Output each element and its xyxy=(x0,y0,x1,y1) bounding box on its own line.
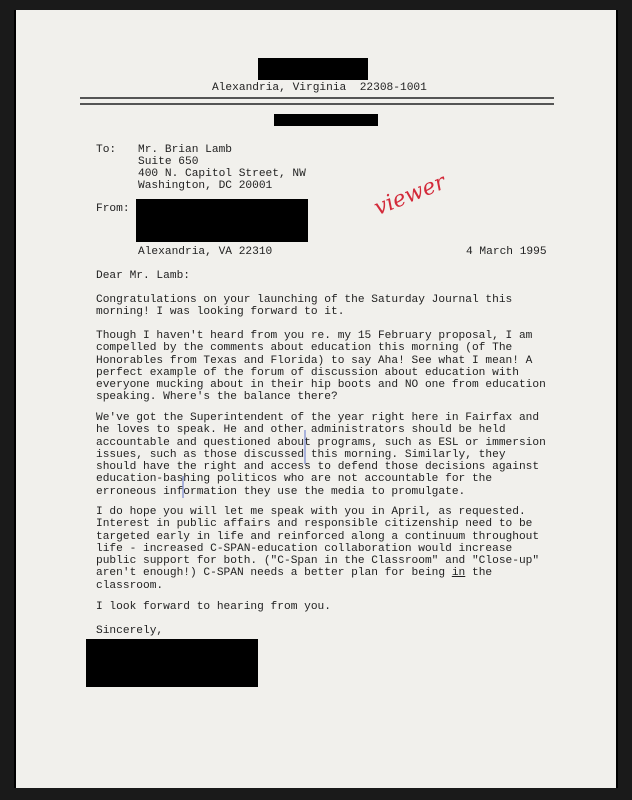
from-label: From: xyxy=(96,203,130,215)
letterhead-rule-bottom xyxy=(80,103,554,105)
paragraph-line: erroneous information they use the media to promulgate. xyxy=(96,485,466,498)
to-line-3: 400 N. Capitol Street, NW xyxy=(138,168,306,180)
paragraph-4 xyxy=(96,506,572,592)
paragraph-line: compelled by the comments about education this morning (of The xyxy=(96,342,513,355)
paragraph-line: I do hope you will let me speak with you in April, as requested. xyxy=(96,506,526,518)
paragraph-line: Honorables from Texas and Florida) to say Aha! See what I mean! A xyxy=(96,354,533,367)
paragraph-line: targeted early in life and reinforced along a continuum throughout xyxy=(96,530,540,543)
paragraph-line: perfect example of the forum of discussion about education with xyxy=(96,366,519,379)
paragraph-line: accountable and questioned about programs, such as ESL or immersion xyxy=(96,436,546,449)
paragraph-line: public support for both. ("C-Span in the Classroom" and "Close-up" xyxy=(96,555,540,568)
redacted-letterhead-line xyxy=(274,114,378,126)
to-label: To: xyxy=(96,144,117,156)
from-city: Alexandria, VA 22310 xyxy=(138,246,273,258)
redacted-name-header xyxy=(258,58,368,80)
to-line-4: Washington, DC 20001 xyxy=(138,180,273,192)
paragraph-line: should have the right and access to defend those decisions against xyxy=(96,461,540,474)
closing: Sincerely, xyxy=(96,625,164,637)
redacted-sender-address xyxy=(136,199,308,242)
paragraph-line: We've got the Superintendent of the year right here in Fairfax and xyxy=(96,412,540,424)
paragraph-3 xyxy=(96,412,572,498)
letterhead-rule-top xyxy=(80,97,554,99)
paragraph-line: issues, such as those discussed this morning. Similarly, they xyxy=(96,448,506,461)
letter-date: 4 March 1995 xyxy=(466,246,547,258)
paragraph-line: aren't enough!) C-SPAN needs a better plan for being in the xyxy=(96,567,493,580)
paragraph-1 xyxy=(96,294,572,319)
paragraph-line: education-bashing politicos who are not accountable for the xyxy=(96,473,493,486)
paragraph-line: I look forward to hearing from you. xyxy=(96,601,331,613)
salutation: Dear Mr. Lamb: xyxy=(96,270,190,282)
letterhead-address: Alexandria, Virginia 22308-1001 xyxy=(212,82,427,94)
paragraph-5 xyxy=(96,601,572,613)
paragraph-line: Congratulations on your launching of the Saturday Journal this xyxy=(96,294,513,306)
handwritten-annotation: viewer xyxy=(370,169,450,221)
paragraph-line: everyone mucking about in their hip boots and NO one from education xyxy=(96,379,546,392)
to-line-2: Suite 650 xyxy=(138,156,199,168)
paragraph-line: Interest in public affairs and responsible citizenship need to be xyxy=(96,518,533,531)
pen-mark xyxy=(182,476,184,498)
paragraph-line: speaking. Where's the balance there? xyxy=(96,391,338,404)
redacted-signature xyxy=(86,639,258,687)
paragraph-line: morning! I was looking forward to it. xyxy=(96,306,345,319)
paragraph-line: life - increased C-SPAN-education collaboration would increase xyxy=(96,542,513,555)
paragraph-line: Though I haven't heard from you re. my 15 February proposal, I am xyxy=(96,330,533,342)
paragraph-line: classroom. xyxy=(96,579,164,592)
paragraph-line: he loves to speak. He and other administrators should be held xyxy=(96,424,506,437)
pen-mark xyxy=(304,430,306,464)
paragraph-2 xyxy=(96,330,572,404)
to-line-1: Mr. Brian Lamb xyxy=(138,144,232,156)
